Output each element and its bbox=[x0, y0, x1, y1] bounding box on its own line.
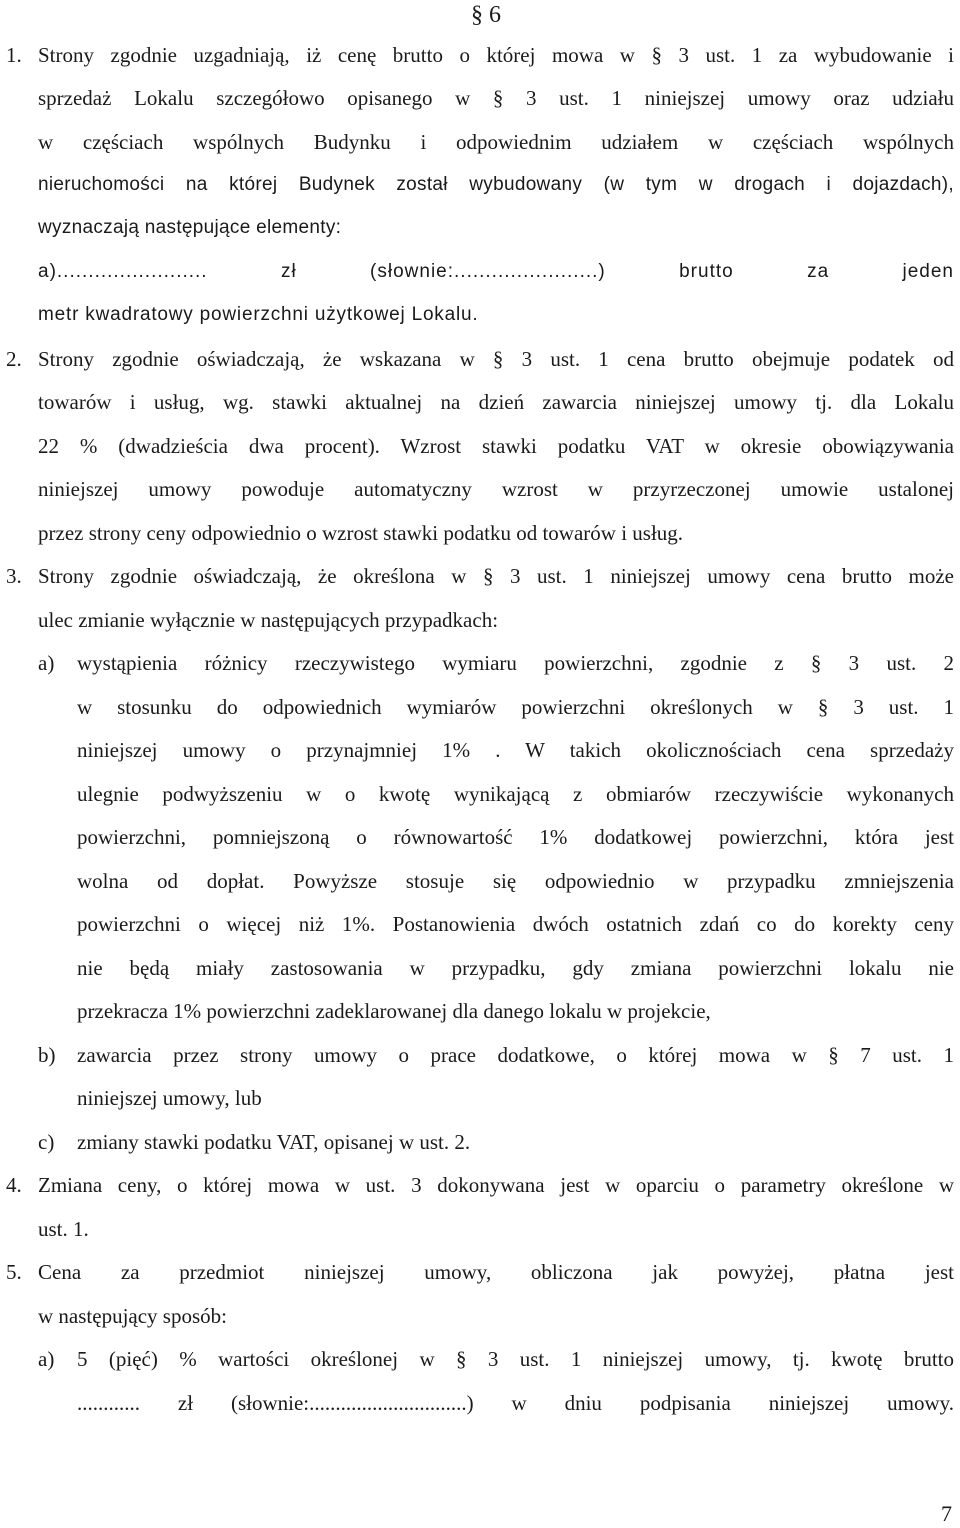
item-2-line: towarów i usług, wg. stawki aktualnej na dzień zawarcia niniejszej umowy tj. dla Lokalu bbox=[38, 390, 954, 414]
item-2-line: Strony zgodnie oświadczają, że wskazana w § 3 ust. 1 cena brutto obejmuje podatek od bbox=[38, 347, 954, 371]
item-3-number: 3. bbox=[6, 564, 22, 588]
item-3a-line: powierzchni o więcej niż 1%. Postanowienia dwóch ostatnich zdań co do korekty ceny bbox=[77, 912, 954, 936]
item-5-number: 5. bbox=[6, 1260, 22, 1284]
item-3a-line: nie będą miały zastosowania w przypadku, gdy zmiana powierzchni lokalu nie bbox=[77, 956, 954, 980]
item-1-line: wyznaczają następujące elementy: bbox=[38, 217, 342, 238]
item-4-line: Zmiana ceny, o której mowa w ust. 3 dokonywana jest w oparciu o parametry określone w bbox=[38, 1173, 954, 1197]
item-2-line: 22 % (dwadzieścia dwa procent). Wzrost stawki podatku VAT w okresie obowiązywania bbox=[38, 434, 954, 458]
item-3c-line: zmiany stawki podatku VAT, opisanej w ust. 2. bbox=[77, 1130, 471, 1154]
item-3a-line: w stosunku do odpowiednich wymiarów powierzchni określonych w § 3 ust. 1 bbox=[77, 695, 954, 719]
item-5-line: Cena za przedmiot niniejszej umowy, obliczona jak powyżej, płatna jest bbox=[38, 1260, 954, 1284]
item-2-number: 2. bbox=[6, 347, 22, 371]
item-5a-line: 5 (pięć) % wartości określonej w § 3 ust. 1 niniejszej umowy, tj. kwotę brutto bbox=[77, 1347, 954, 1371]
item-3-line: ulec zmianie wyłącznie w następujących przypadkach: bbox=[38, 608, 499, 632]
section-heading: § 6 bbox=[471, 2, 501, 28]
item-3a-line: wolna od dopłat. Powyższe stosuje się odpowiednio w przypadku zmniejszenia bbox=[77, 869, 954, 893]
item-1-line: Strony zgodnie uzgadniają, iż cenę brutto o której mowa w § 3 ust. 1 za wybudowanie i bbox=[38, 43, 954, 67]
item-3a-line: przekracza 1% powierzchni zadeklarowanej dla danego lokalu w projekcie, bbox=[77, 999, 711, 1023]
item-3a-line: ulegnie podwyższeniu w o kwotę wynikającą z obmiarów rzeczywiście wykonanych bbox=[77, 782, 954, 806]
item-1-line: nieruchomości na której Budynek został wybudowany (w tym w drogach i dojazdach), bbox=[38, 174, 954, 195]
item-1-line: w częściach wspólnych Budynku i odpowiednim udziałem w częściach wspólnych bbox=[38, 130, 954, 154]
item-5a-label: a) bbox=[38, 1347, 55, 1371]
item-1-line: sprzedaż Lokalu szczegółowo opisanego w § 3 ust. 1 niniejszej umowy oraz udziału bbox=[38, 86, 954, 110]
item-1-number: 1. bbox=[6, 43, 22, 67]
item-1-line: metr kwadratowy powierzchni użytkowej Lokalu. bbox=[38, 304, 479, 325]
item-4-line: ust. 1. bbox=[38, 1217, 89, 1241]
item-3b-line: zawarcia przez strony umowy o prace dodatkowe, o której mowa w § 7 ust. 1 bbox=[77, 1043, 954, 1067]
item-5-line: w następujący sposób: bbox=[38, 1304, 227, 1328]
item-2-line: przez strony ceny odpowiednio o wzrost stawki podatku od towarów i usług. bbox=[38, 521, 684, 545]
item-2-line: niniejszej umowy powoduje automatyczny wzrost w przyrzeczonej umowie ustalonej bbox=[38, 477, 954, 501]
item-3-line: Strony zgodnie oświadczają, że określona w § 3 ust. 1 niniejszej umowy cena brutto może bbox=[38, 564, 954, 588]
price-blank-line: a)........................ zł (słownie:.......................) brutto za jeden bbox=[38, 261, 954, 282]
item-3b-line: niniejszej umowy, lub bbox=[77, 1086, 262, 1110]
item-3b-label: b) bbox=[38, 1043, 56, 1067]
item-3a-line: powierzchni, pomniejszoną o równowartość 1% dodatkowej powierzchni, która jest bbox=[77, 825, 954, 849]
item-5a-line: ............ zł (słownie:..............................) w dniu podpisania niniejszej umowy. bbox=[77, 1391, 954, 1415]
item-3a-line: wystąpienia różnicy rzeczywistego wymiaru powierzchni, zgodnie z § 3 ust. 2 bbox=[77, 651, 954, 675]
page-number: 7 bbox=[941, 1501, 952, 1526]
item-4-number: 4. bbox=[6, 1173, 22, 1197]
item-3a-line: niniejszej umowy o przynajmniej 1% . W takich okolicznościach cena sprzedaży bbox=[77, 738, 954, 762]
item-3a-label: a) bbox=[38, 651, 55, 675]
item-3c-label: c) bbox=[38, 1130, 55, 1154]
